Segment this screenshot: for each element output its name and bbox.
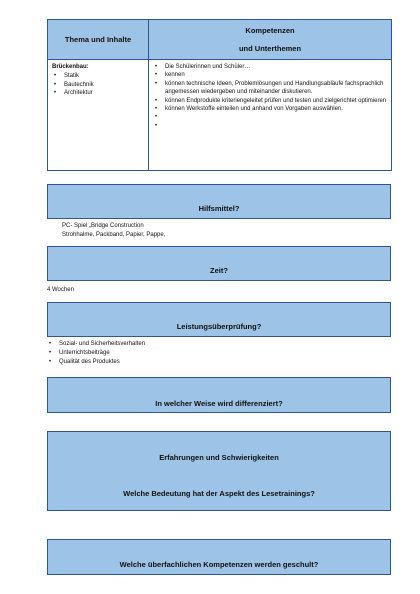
leistung-box: [47, 302, 391, 337]
zeit-value: 4 Wochen: [47, 287, 74, 293]
ueberfachlich-heading: Welche überfachlichen Kompetenzen werden geschult?: [119, 560, 319, 569]
kompetenzen-cell: [149, 60, 392, 171]
header-kompetenzen-line2: und Unterthemen: [238, 44, 302, 53]
list-item: • Sozial- und Sicherheitsverhalten: [47, 340, 145, 349]
list-item: • können technische Ideen, Problemlösungen und Handlungsabläufe fachsprachlich angemessen wiedergeben und miteinander diskutieren.: [153, 80, 387, 97]
list-item: • Bautechnik: [52, 81, 144, 89]
thema-title: Brückenbau:: [52, 64, 89, 70]
list-item: • können Werkstoffe einteilen und anhand von Vorgaben auswählen.: [153, 105, 387, 113]
leistung-heading: Leistungsüberprüfung?: [176, 322, 262, 331]
differenziert-box: [47, 377, 391, 413]
ueberfachlich-box: [47, 539, 391, 575]
erfahrungen-subheading: Welche Bedeutung hat der Aspekt des Lesetrainings?: [123, 489, 315, 498]
competence-table: [47, 19, 392, 171]
header-thema: Thema und Inhalte: [48, 20, 149, 60]
list-item-empty: [153, 122, 387, 130]
table-row: [48, 60, 392, 171]
list-item-empty: [153, 113, 387, 121]
hilfsmittel-line2: Strohhalme, Packband, Papier, Pappe,: [62, 231, 166, 238]
hilfsmittel-line1: PC- Spiel „Bridge Construction: [62, 223, 144, 229]
table-header-row: [48, 20, 392, 60]
differenziert-heading: In welcher Weise wird differenziert?: [155, 399, 283, 408]
hilfsmittel-heading: Hilfsmittel?: [198, 204, 240, 213]
thema-cell: [48, 60, 149, 171]
list-item: • Statik: [52, 72, 144, 80]
zeit-heading: Zeit?: [210, 266, 228, 275]
erfahrungen-heading: Erfahrungen und Schwierigkeiten: [159, 453, 279, 462]
hilfsmittel-text: [62, 222, 165, 239]
header-kompetenzen: [149, 20, 392, 60]
list-item: • Unterrichtsbeiträge: [47, 349, 145, 358]
kompetenzen-list: [153, 63, 387, 130]
list-item: • Qualität des Produktes: [47, 358, 145, 367]
list-item: • Die Schülerinnen und Schüler…: [153, 63, 387, 71]
leistung-list: [47, 340, 145, 367]
zeit-box: [47, 246, 391, 281]
list-item: • Architektur: [52, 89, 144, 97]
list-item: • können Endprodukte kriteriengeleitet prüfen und testen und zielgerichtet optimieren: [153, 97, 387, 105]
hilfsmittel-box: [47, 184, 391, 219]
header-kompetenzen-line1: Kompetenzen: [245, 26, 295, 35]
list-item: • kennen: [153, 71, 387, 79]
thema-list: [52, 72, 144, 97]
erfahrungen-box: [47, 431, 391, 511]
